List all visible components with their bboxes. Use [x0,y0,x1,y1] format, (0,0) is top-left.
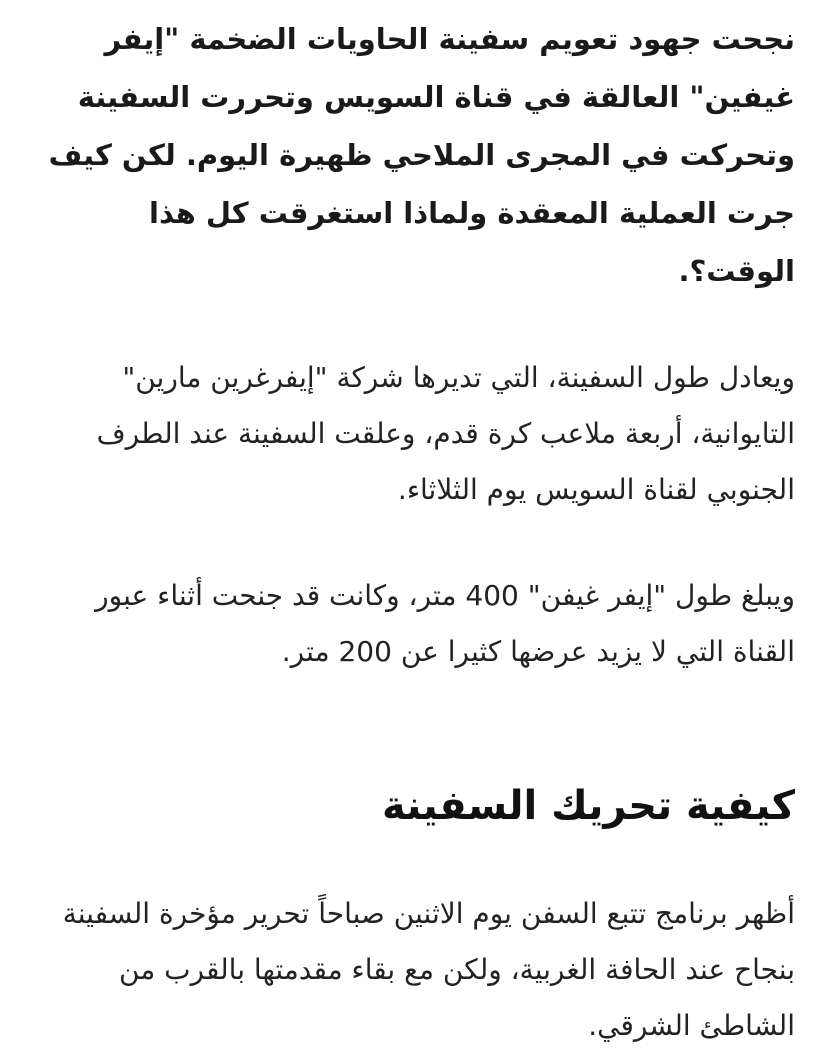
section-heading: كيفية تحريك السفينة [382,783,795,829]
article-paragraph-3: أظهر برنامج تتبع السفن يوم الاثنين صباحاً تحرير مؤخرة السفينة بنجاح عند الحافة الغربية، ولكن مع بقاء مقدمتها بالقرب من الشاطئ الشرقي. [62,897,795,1042]
spacer [30,300,795,350]
spacer [30,518,795,568]
article-lead: نجحت جهود تعويم سفينة الحاويات الضخمة "إيفر غيفين" العالقة في قناة السويس وتحررت السفينة وتحركت في المجرى الملاحي ظهيرة اليوم. لكن كيف جرت العملية المعقدة ولماذا استغرقت كل هذا الوقت؟. [48,22,795,288]
spacer [30,680,795,776]
article-paragraph-2: ويبلغ طول "إيفر غيفن" 400 متر، وكانت قد جنحت أثناء عبور القناة التي لا يزيد عرضها كثيرا عن 200 متر. [95,579,795,668]
article-paragraph-1: ويعادل طول السفينة، التي تديرها شركة "إيفرغرين مارين" التايوانية، أربعة ملاعب كرة قدم، وعلقت السفينة عند الطرف الجنوبي لقناة السويس يوم الثلاثاء. [96,361,795,506]
spacer [30,836,795,886]
